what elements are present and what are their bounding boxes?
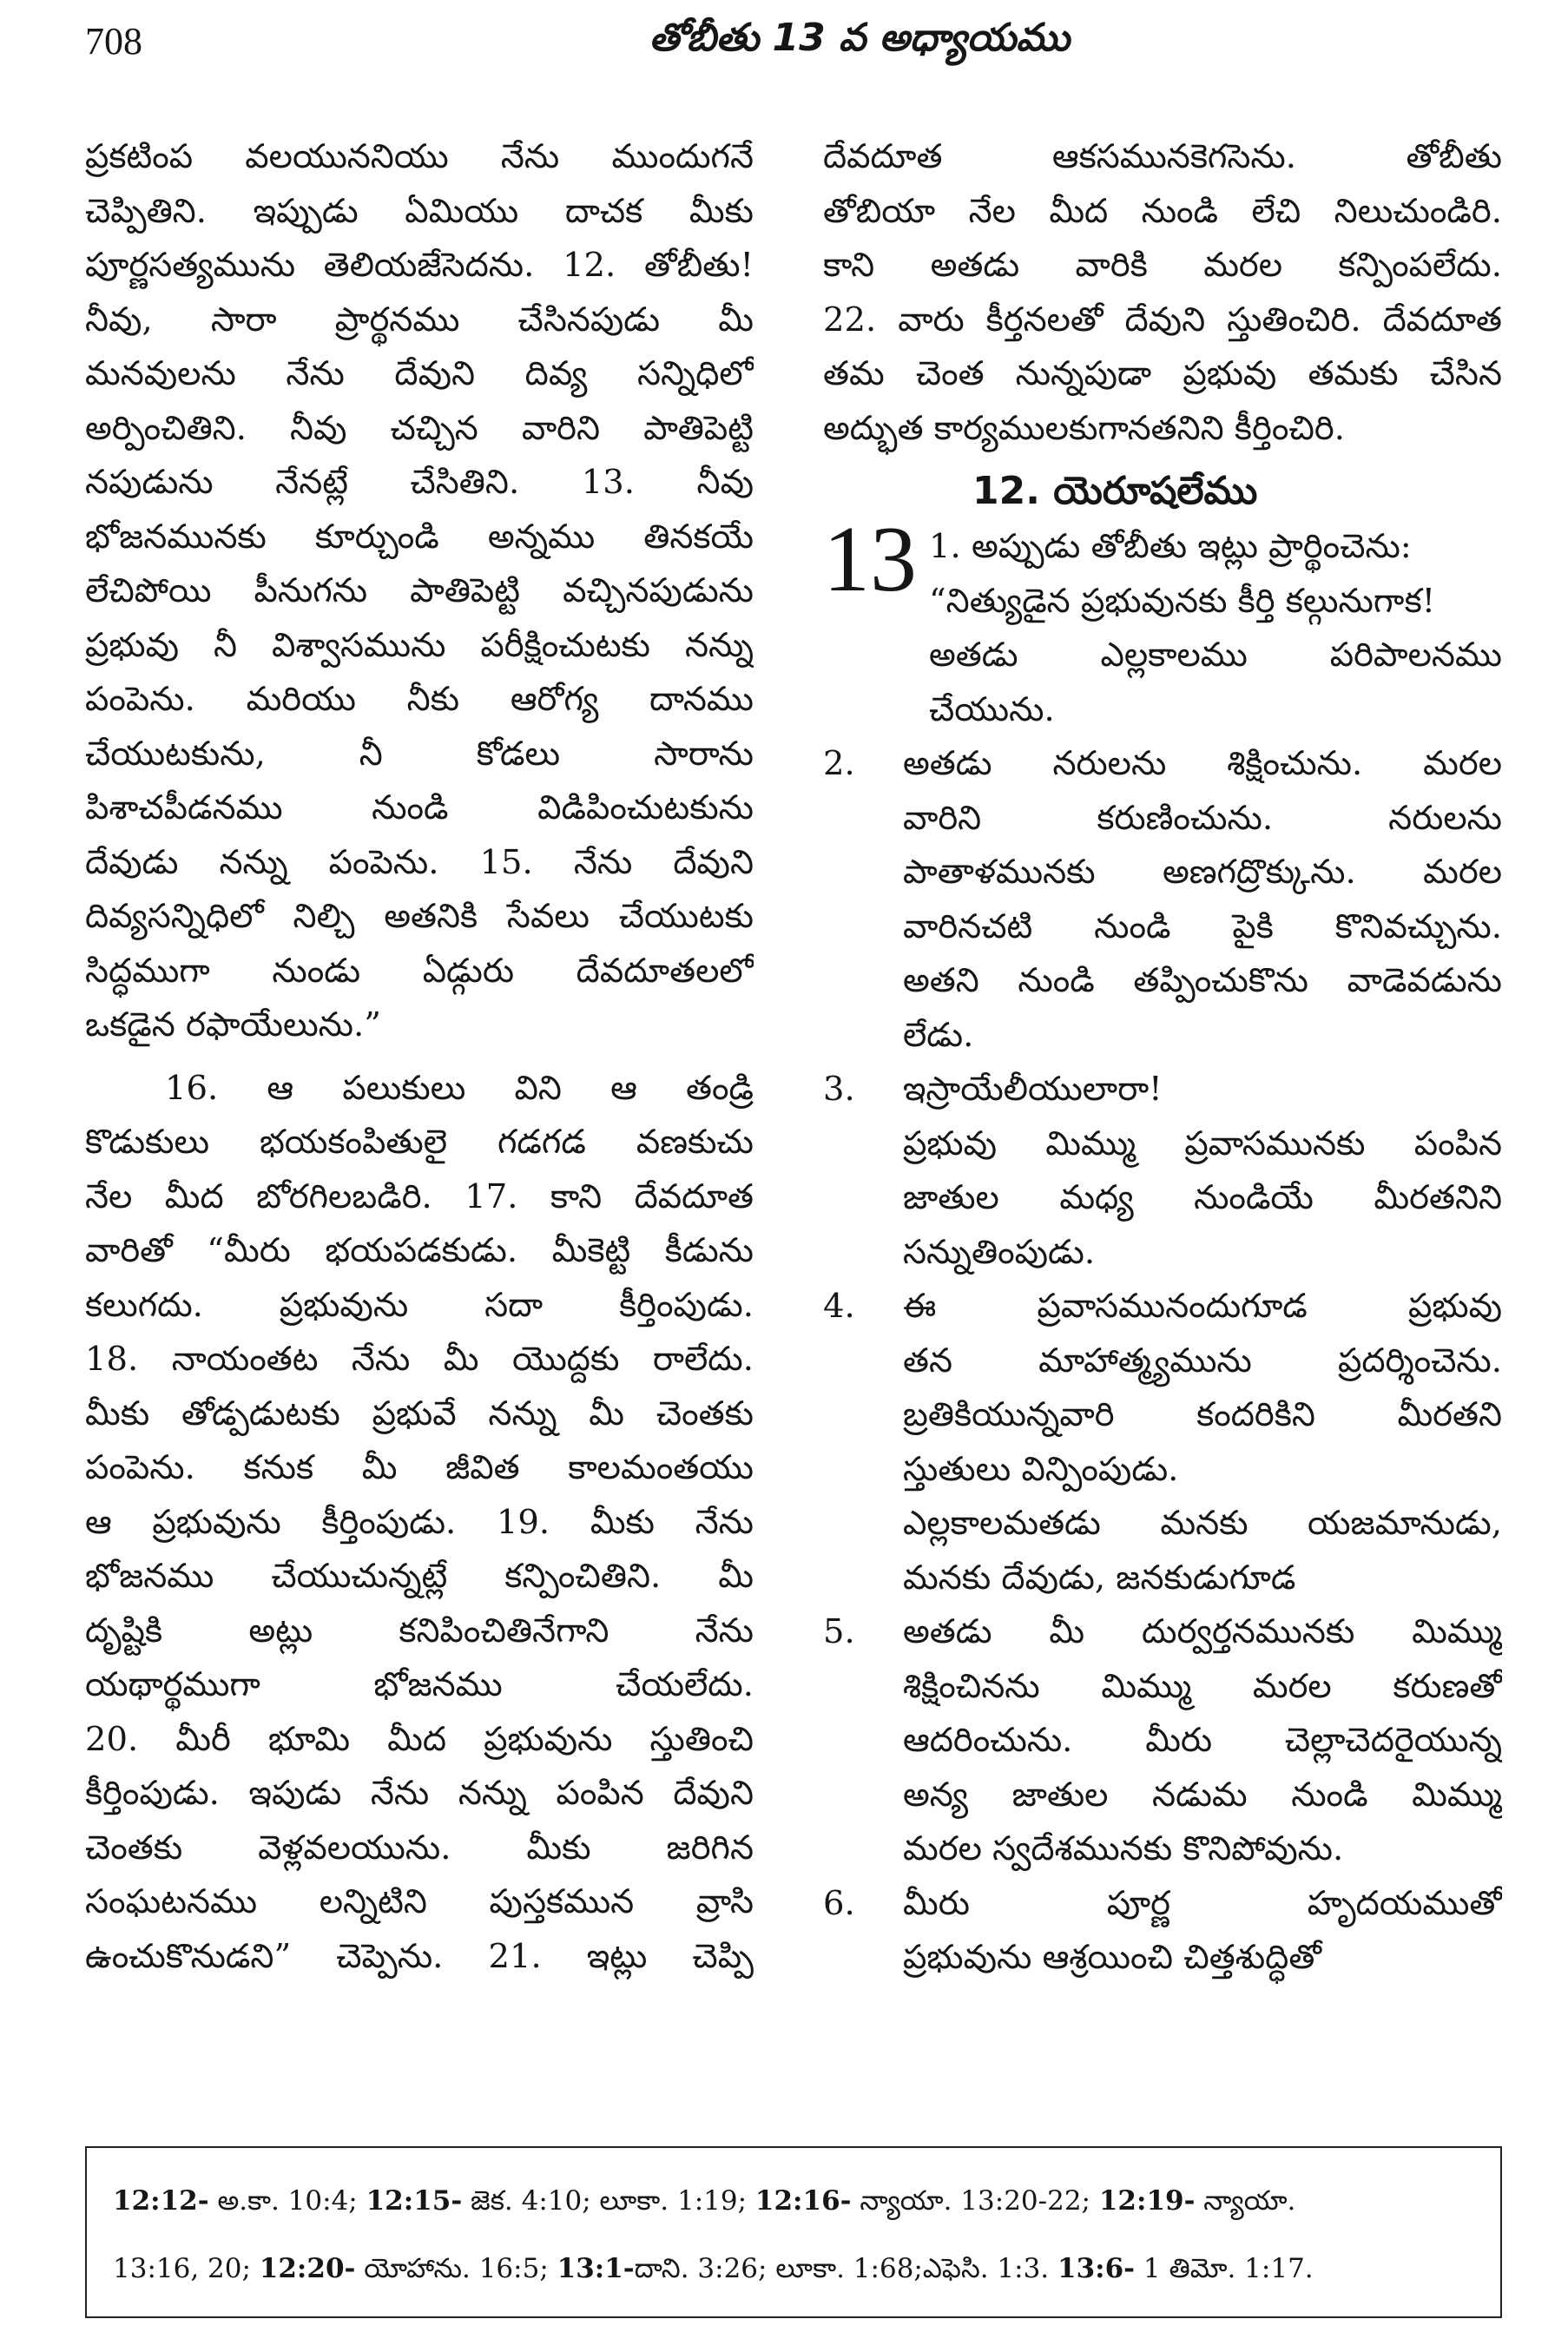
text-line: అతడు నరులను శిక్షించును. మరల xyxy=(903,744,1502,783)
text-line: “నిత్యుడైన ప్రభువునకు కీర్తి కల్గునుగాక! xyxy=(929,581,1436,621)
text-line: ప్రభువు మిమ్ము ప్రవాసమునకు పంపిన xyxy=(903,1123,1502,1163)
text-line: పూర్ణసత్యమును తెలియజేసెదను. 12. తోబీతు! xyxy=(85,246,754,285)
reference-key: 12:20- xyxy=(259,2253,356,2284)
text-line: దేవుడు నన్ను పంపెను. 15. నేను దేవుని xyxy=(85,842,754,882)
running-head: తోబీతు 13 వ అధ్యాయము xyxy=(649,16,1071,60)
text-line: ఆదరించును. మీరు చెల్లాచెదరైయున్న xyxy=(903,1721,1502,1760)
text-line: లేడు. xyxy=(903,1015,974,1055)
text-line: బ్రతికియున్నవారి కందరికిని మీరతని xyxy=(903,1395,1502,1434)
text-line: చెప్పితిని. ఇప్పుడు ఏమియు దాచక మీకు xyxy=(85,191,754,231)
text-line: ఒకడైన రఫాయేలును.” xyxy=(85,1005,381,1044)
reference-text: 13:16, 20; xyxy=(113,2253,260,2284)
verse xyxy=(823,1605,1502,1877)
verse-number: 3. xyxy=(823,1070,855,1109)
text-line: కీర్తింపుడు. ఇపుడు నేను నన్ను పంపిన దేవుని xyxy=(85,1774,754,1813)
text-line: అన్య జాతుల నడుమ నుండి మిమ్ము xyxy=(903,1775,1502,1815)
text-line: ఇస్రాయేలీయులారా! xyxy=(903,1070,1163,1109)
references-line-2 xyxy=(113,2235,1481,2303)
text-line: తన మాహాత్మ్యమును ప్రదర్శించెను. xyxy=(903,1341,1502,1380)
text-line: కలుగదు. ప్రభువును సదా కీర్తింపుడు. xyxy=(85,1285,754,1325)
verse-number: 6. xyxy=(823,1883,855,1923)
reference-text: యోహాను. 16:5; xyxy=(355,2253,557,2284)
reference-text: దాని. 3:26; లూకా. 1:68;ఎఫెసి. 1:3. xyxy=(634,2253,1058,2284)
text-line: ఆ ప్రభువును కీర్తింపుడు. 19. మీకు నేను xyxy=(85,1502,754,1542)
text-line: దేవదూత ఆకసమునకెగసెను. తోబీతు xyxy=(823,137,1502,176)
reference-key: 12:15- xyxy=(366,2185,463,2217)
verse xyxy=(823,1877,1502,1986)
text-line: వారితో “మీరు భయపడకుడు. మీకెట్టి కీడును xyxy=(85,1231,754,1270)
left-column xyxy=(85,130,754,1984)
text-line: ప్రభువును ఆశ్రయించి చిత్తశుద్ధితో xyxy=(903,1938,1321,1977)
text-line: కొడుకులు భయకంపితులై గడగడ వణకుచు xyxy=(85,1123,754,1162)
text-line: చెంతకు వెళ్లవలయును. మీకు జరిగిన xyxy=(85,1828,754,1868)
text-line: మనవులను నేను దేవుని దివ్య సన్నిధిలో xyxy=(85,354,754,393)
text-line: తోబియా నేల మీద నుండి లేచి నిలుచుండిరి. xyxy=(823,191,1502,231)
text-line: వారిని కరుణించును. నరులను xyxy=(903,798,1502,838)
text-line: ఉంచుకొనుడని” చెప్పెను. 21. ఇట్లు చెప్పి xyxy=(85,1936,754,1976)
verse-number: 2. xyxy=(823,744,855,783)
references-line-1 xyxy=(113,2167,1481,2235)
verse-number: 5. xyxy=(823,1612,855,1651)
right-intro-paragraph xyxy=(823,130,1502,456)
text-line: అతని నుండి తప్పించుకొను వాడెవడును xyxy=(903,961,1502,1000)
text-line: అతడు ఎల్లకాలము పరిపాలనము xyxy=(929,636,1502,675)
text-line: ఈ ప్రవాసమునందుగూడ ప్రభువు xyxy=(903,1287,1502,1326)
text-line: యథార్థముగా భోజనము చేయలేదు. xyxy=(85,1665,754,1704)
text-line: శిక్షించినను మిమ్ము మరల కరుణతో xyxy=(903,1666,1502,1706)
text-line: 16. ఆ పలుకులు విని ఆ తండ్రి xyxy=(165,1068,754,1108)
right-column xyxy=(823,130,1502,1986)
text-line: 20. మీరీ భూమి మీద ప్రభువును స్తుతించి xyxy=(85,1719,754,1759)
verse-list xyxy=(823,737,1502,1986)
text-line: పంపెను. మరియు నీకు ఆరోగ్య దానము xyxy=(85,680,754,719)
text-line: తమ చెంత నున్నపుడా ప్రభువు తమకు చేసిన xyxy=(823,354,1502,393)
text-line: చేయుటకును, నీ కోడలు సారాను xyxy=(85,734,754,774)
page-number: 708 xyxy=(85,20,142,63)
text-line: అద్భుత కార్యములకుగానతనిని కీర్తించిరి. xyxy=(823,408,1345,448)
reference-key: 12:16- xyxy=(754,2185,852,2217)
text-line: కాని అతడు వారికి మరల కన్పింపలేదు. xyxy=(823,246,1502,285)
verse xyxy=(823,1280,1502,1605)
text-line: పాతాళమునకు అణగద్రొక్కును. మరల xyxy=(903,853,1502,892)
chapter-number: 13 xyxy=(823,508,917,611)
text-line: దివ్యసన్నిధిలో నిల్చి అతనికి సేవలు చేయుటకు xyxy=(85,897,754,936)
text-line: సిద్ధముగా నుండు ఏడ్గురు దేవదూతలలో xyxy=(85,951,754,991)
verse-number: 4. xyxy=(823,1287,855,1326)
reference-key: 12:19- xyxy=(1098,2185,1196,2217)
text-line: మనకు దేవుడు, జనకుడుగూడ xyxy=(903,1558,1296,1598)
text-line: సంఘటనము లన్నిటిని పుస్తకమున వ్రాసి xyxy=(85,1882,754,1921)
verse xyxy=(823,1063,1502,1280)
text-line: నేల మీద బోరగిలబడిరి. 17. కాని దేవదూత xyxy=(85,1176,754,1216)
reference-key: 12:12- xyxy=(113,2185,209,2217)
text-line: పిశాచపీడనము నుండి విడిపించుటకును xyxy=(85,788,754,827)
verse xyxy=(823,737,1502,1063)
text-line: చేయును. xyxy=(929,689,1055,729)
text-line: అర్పించితిని. నీవు చచ్చిన వారిని పాతిపెట్టి xyxy=(85,408,754,448)
reference-text: న్యాయా. xyxy=(1195,2185,1296,2217)
reference-text: అ.కా. 10:4; xyxy=(208,2185,366,2217)
text-line: వారినచటి నుండి పైకి కొనివచ్చును. xyxy=(903,906,1502,946)
reference-text: 1 తిమో. 1:17. xyxy=(1135,2253,1314,2284)
reference-text: జెక. 4:10; లూకా. 1:19; xyxy=(462,2185,755,2217)
text-line: 18. నాయంతట నేను మీ యొద్దకు రాలేదు. xyxy=(85,1340,754,1379)
text-line: భోజనము చేయుచున్నట్లే కన్పించితిని. మీ xyxy=(85,1557,754,1596)
text-line: మీకు తోడ్పడుటకు ప్రభువే నన్ను మీ చెంతకు xyxy=(85,1393,754,1433)
text-line: పంపెను. కనుక మీ జీవిత కాలమంతయు xyxy=(85,1448,754,1487)
chapter-opening xyxy=(823,508,1502,737)
reference-key: 13:1- xyxy=(557,2253,635,2284)
reference-key: 13:6- xyxy=(1057,2253,1136,2284)
text-line: ఎల్లకాలమతడు మనకు యజమానుడు, xyxy=(903,1504,1502,1543)
text-line: జాతుల మధ్య నుండియే మీరతనిని xyxy=(903,1178,1502,1217)
text-line: 1. అప్పుడు తోబీతు ఇట్లు ప్రార్థించెను: xyxy=(929,527,1412,566)
text-line: స్తుతులు విన్పింపుడు. xyxy=(903,1449,1179,1489)
text-line: 22. వారు కీర్తనలతో దేవుని స్తుతించిరి. దేవదూత xyxy=(823,300,1502,339)
text-line: అతడు మీ దుర్వర్తనమునకు మిమ్ము xyxy=(903,1612,1502,1651)
text-line: దృష్టికి అట్లు కనిపించితినేగాని నేను xyxy=(85,1611,754,1650)
text-line: లేచిపోయి పీనుగను పాతిపెట్టి వచ్చినపుడును xyxy=(85,571,754,610)
text-line: ప్రకటింప వలయుననియు నేను ముందుగనే xyxy=(85,137,754,176)
text-line: సన్నుతింపుడు. xyxy=(903,1232,1096,1272)
reference-text: న్యాయా. 13:20-22; xyxy=(851,2185,1099,2217)
cross-references-box xyxy=(85,2146,1502,2318)
text-line: మీరు పూర్ణ హృదయముతో xyxy=(903,1883,1502,1923)
text-line: మరల స్వదేశమునకు కొనిపోవును. xyxy=(903,1829,1344,1868)
text-line: ప్రభువు నీ విశ్వాసమును పరీక్షించుటకు నన్ను xyxy=(85,625,754,665)
section-heading: 12. యెరూషలేము xyxy=(972,469,1258,513)
text-line: నీవు, సారా ప్రార్థనము చేసినపుడు మీ xyxy=(85,300,754,339)
text-line: నపుడును నేనట్లే చేసితిని. 13. నీవు xyxy=(85,463,754,502)
text-line: భోజనమునకు కూర్చుండి అన్నము తినకయే xyxy=(85,517,754,557)
